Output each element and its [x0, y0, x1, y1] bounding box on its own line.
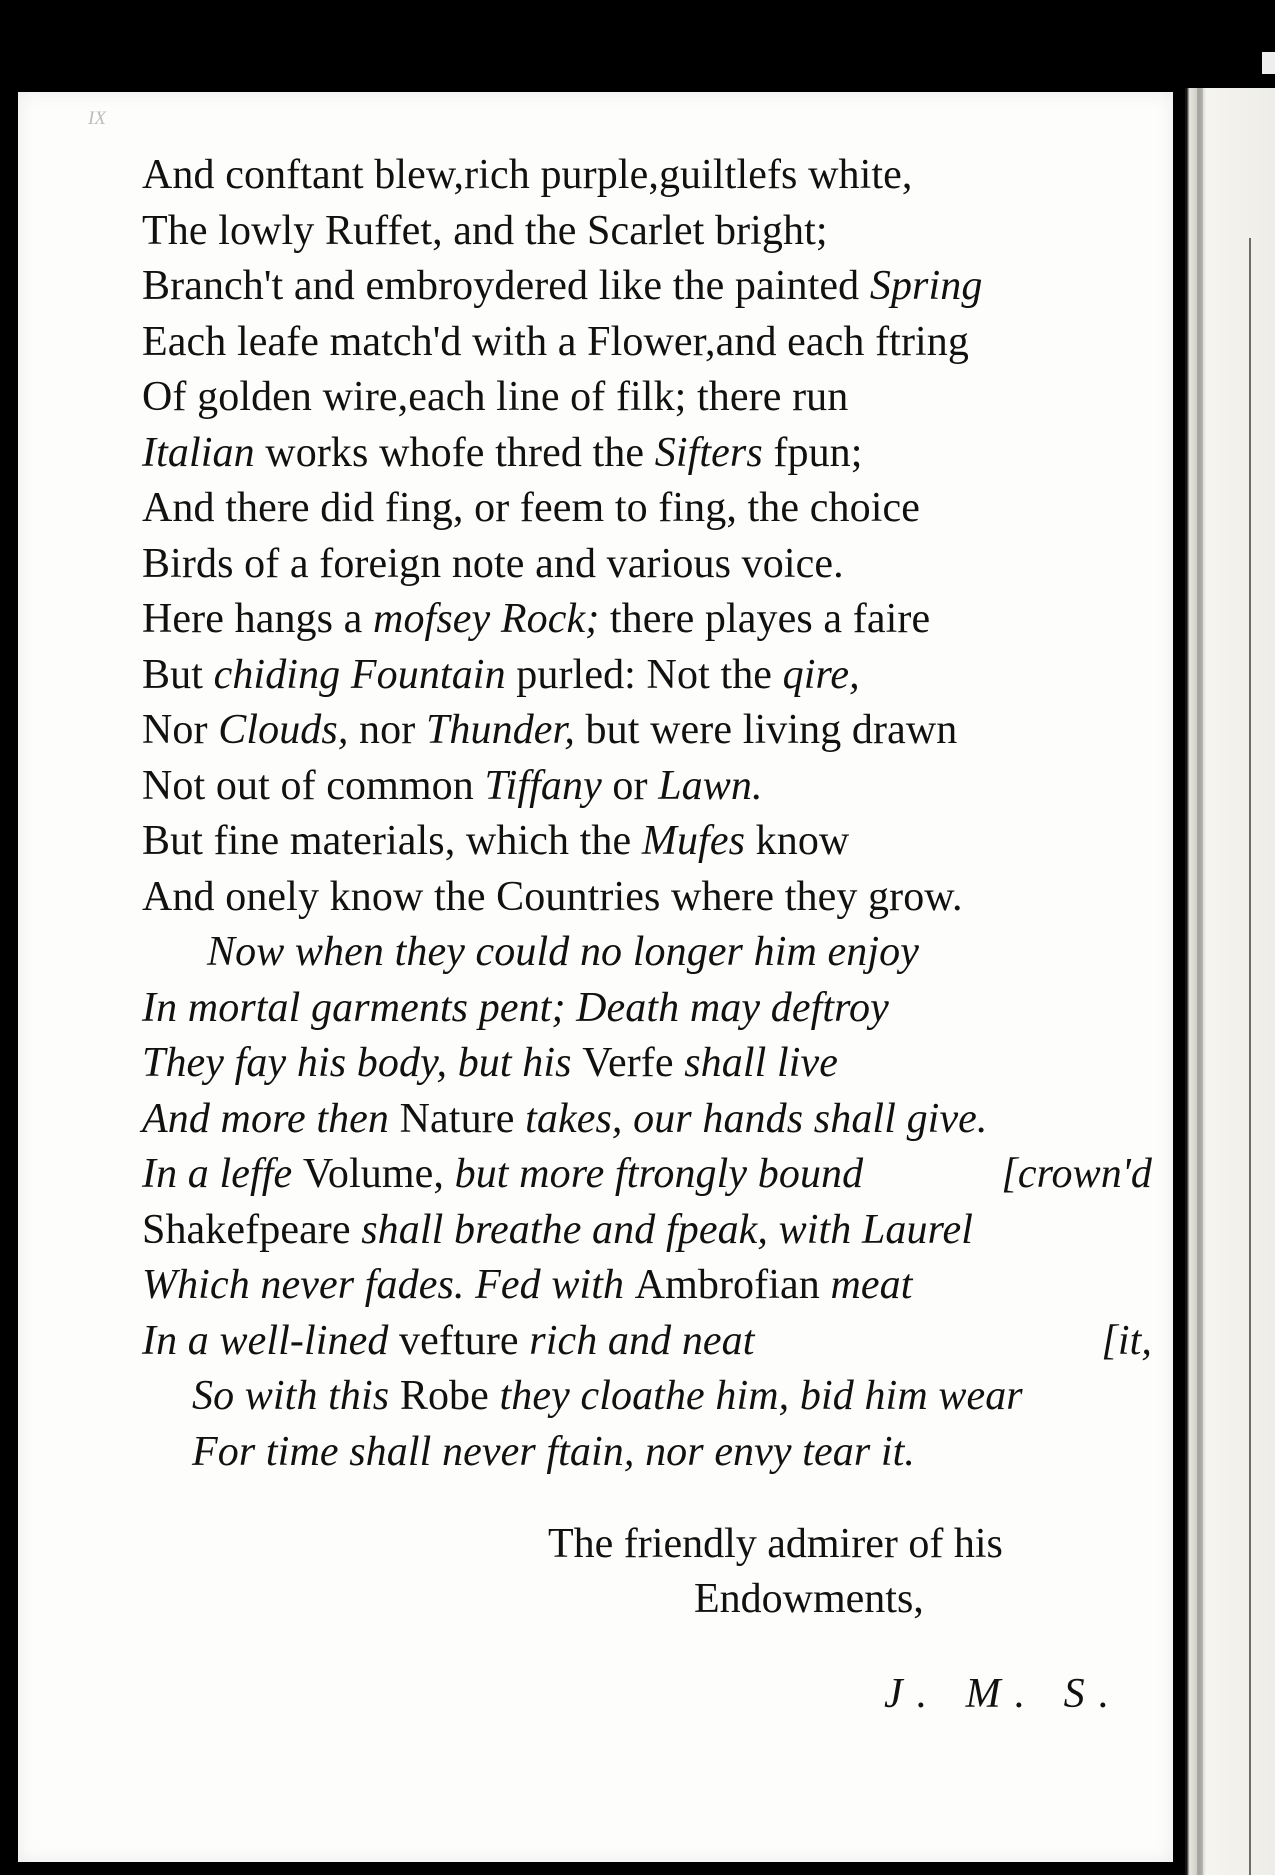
signature-line-1: The friendly admirer of his [548, 1521, 1003, 1567]
bracketed-line-continuation: [crown'd [1001, 1151, 1152, 1197]
poem-line [142, 814, 1162, 870]
poem-line [142, 148, 1162, 204]
roman-text: fpun; [762, 429, 863, 476]
roman-text: Robe [399, 1373, 489, 1419]
poem-line [142, 1147, 1152, 1203]
poem-line [142, 1203, 1162, 1259]
roman-text: works whofe thred the [254, 429, 655, 476]
poem-line [142, 1092, 1162, 1148]
roman-text: But [142, 651, 214, 698]
adjacent-page-edge [1185, 88, 1275, 1875]
roman-text: But fine materials, which the [142, 818, 642, 864]
poem-line [142, 648, 1162, 704]
italic-text: mofsey Rock; [373, 596, 600, 642]
roman-text: Nature [399, 1095, 515, 1142]
italic-text: In a well-lined [142, 1317, 400, 1364]
signature-initials: J. M. S. [884, 1671, 1124, 1717]
poem-line [142, 870, 1162, 926]
italic-text: So with this [192, 1373, 400, 1419]
poem-line [142, 426, 1162, 482]
bracketed-line-continuation: [it, [1101, 1317, 1152, 1364]
italic-text: Sifters [654, 429, 763, 476]
italic-text: shall breathe and fpeak, with Laurel [350, 1206, 974, 1253]
poem-line [142, 592, 1162, 648]
roman-text: Nor [142, 707, 219, 753]
italic-text: Clouds, [218, 707, 349, 753]
roman-text: And onely know the Countries where they grow. [142, 873, 963, 920]
italic-text: meat [819, 1262, 913, 1308]
roman-text: know [745, 818, 850, 864]
italic-text: Which never fades. Fed with [142, 1262, 635, 1308]
poem-line [142, 1036, 1162, 1092]
roman-text: Here hangs a [142, 596, 374, 642]
italic-text: Now when they could no longer him enjoy [207, 929, 919, 975]
italic-text: In a leffe [142, 1151, 303, 1197]
poem-line [142, 537, 1162, 593]
poem-line [142, 703, 1162, 759]
poem-line [142, 1425, 1162, 1481]
italic-text: rich and neat [518, 1317, 755, 1364]
poem-line [142, 1314, 1152, 1370]
roman-text: And there did fing, or feem to fing, the choice [142, 485, 920, 531]
roman-text: purled: Not the [505, 651, 783, 698]
poem-line [142, 1258, 1162, 1314]
italic-text: Italian [142, 429, 255, 476]
poem-line [142, 204, 1162, 260]
poem-line [142, 759, 1162, 815]
roman-text: Of golden wire,each line of filk; there run [142, 374, 849, 420]
italic-text: Mufes [641, 818, 746, 864]
italic-text: chiding Fountain [213, 651, 506, 698]
poem-text [142, 148, 1162, 1480]
poem-line [142, 925, 1162, 981]
poem-line [142, 315, 1162, 371]
poem-line [142, 481, 1162, 537]
italic-text: For time shall never ftain, nor envy tear it. [192, 1428, 916, 1475]
roman-text: Shakefpeare [142, 1206, 351, 1253]
roman-text: nor [348, 707, 426, 753]
roman-text: or [601, 762, 659, 809]
poem-line [142, 1369, 1162, 1425]
page-marginalia: IX [88, 108, 106, 129]
roman-text: but were living drawn [574, 707, 958, 753]
italic-text: shall live [673, 1040, 839, 1086]
roman-text: vefture [399, 1317, 519, 1364]
signature-block [548, 1517, 1003, 1627]
roman-text: Birds of a foreign note and various voice. [142, 540, 844, 587]
roman-text: Verfe [582, 1040, 674, 1086]
poem-line [142, 259, 1162, 315]
roman-text: Branch't and embroydered like the painted [142, 263, 870, 309]
roman-text: The lowly Ruffet, and the Scarlet bright; [142, 207, 828, 254]
italic-text: they cloathe him, bid him wear [488, 1373, 1023, 1419]
roman-text: Each leafe match'd with a Flower,and each ftring [142, 318, 969, 365]
roman-text: Ambrofian [634, 1262, 820, 1308]
italic-text: but more ftrongly bound [444, 1151, 864, 1197]
roman-text: Volume, [302, 1151, 444, 1197]
italic-text: Spring [869, 263, 983, 309]
italic-text: Tiffany [484, 762, 602, 809]
roman-text: Not out of common [142, 762, 485, 809]
scan-corner-mark [1262, 52, 1275, 74]
italic-text: They fay his body, but his [142, 1040, 583, 1086]
italic-text: takes, our hands shall give. [514, 1095, 988, 1142]
poem-line [142, 981, 1162, 1037]
roman-text: there playes a faire [599, 596, 931, 642]
signature-line-2: Endowments, [694, 1576, 924, 1622]
italic-text: Lawn. [658, 762, 763, 809]
italic-text: qire, [782, 651, 860, 698]
italic-text: In mortal garments pent; Death may deftroy [142, 984, 889, 1031]
poem-line [142, 370, 1162, 426]
italic-text: And more then [142, 1095, 400, 1142]
italic-text: Thunder, [425, 707, 575, 753]
roman-text: And conftant blew,rich purple,guiltlefs white, [142, 152, 913, 198]
